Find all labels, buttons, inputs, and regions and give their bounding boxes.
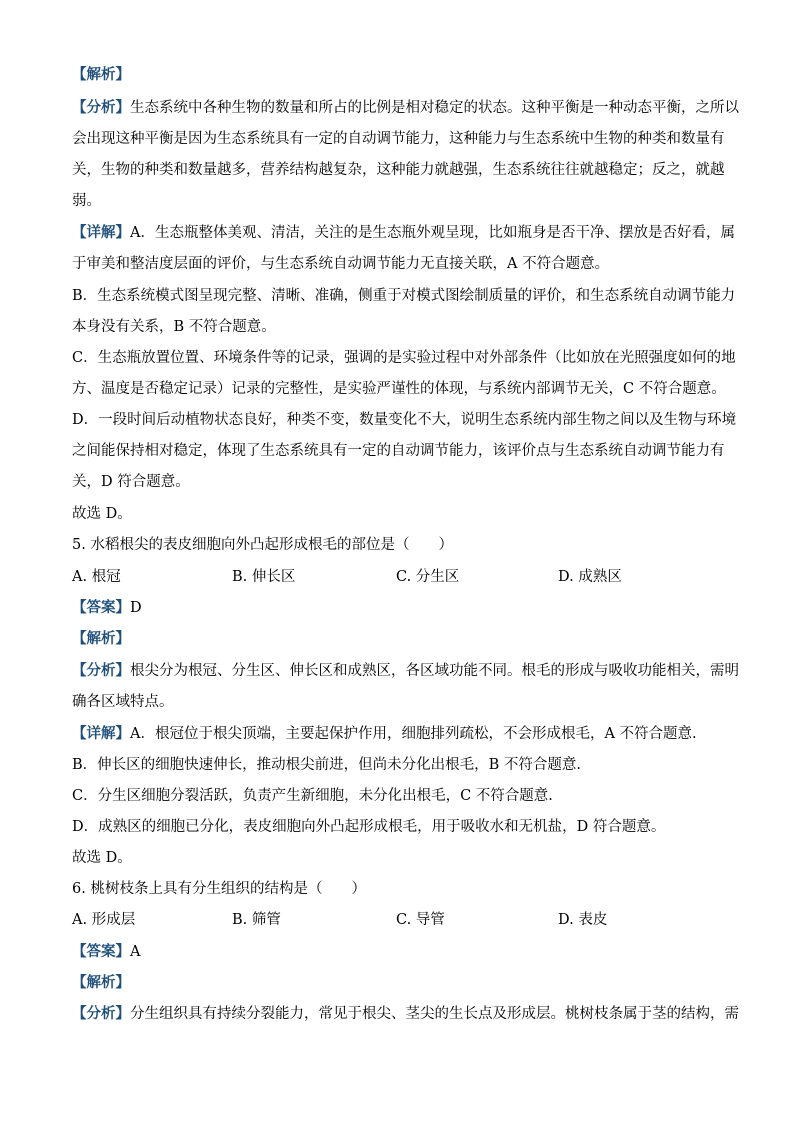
q5-daan-line (72, 598, 722, 618)
q5-option-c: C. 分生区 (396, 569, 460, 585)
q4-fenxi-line-2: 会出现这种平衡是因为生态系统具有一定的自动调节能力，这种能力与生态系统中生物的种类和数量有 (72, 131, 725, 147)
q4-xiangjie-b-line-1: B．生态系统模式图呈现完整、清晰、准确，侧重于对模式图绘制质量的评价，和生态系统自动调节能力 (72, 288, 736, 304)
q4-xiangjie-a-line-2: 于审美和整洁度层面的评价，与生态系统自动调节能力无直接关联，A 不符合题意。 (72, 256, 610, 272)
xiangjie-label: 【详解】 (72, 224, 130, 241)
q5-answer-value: D (130, 600, 142, 616)
q4-xiangjie-d-line-1: D．一段时间后动植物状态良好，种类不变，数量变化不大，说明生态系统内部生物之间以及生物与环境 (72, 412, 737, 428)
q4-xiangjie-c-line-1: C．生态瓶放置位置、环境条件等的记录，强调的是实验过程中对外部条件（比如放在光照强度如何的地 (72, 350, 736, 366)
q6-daan-line (72, 942, 722, 962)
q5-fenxi-line-1: 【分析】根尖分为根冠、分生区、伸长区和成熟区，各区域功能不同。根毛的形成与吸收功能相关，需明 (72, 662, 739, 679)
q4-fenxi-line-4: 弱。 (72, 193, 101, 209)
q5-xiangjie-d: D．成熟区的细胞已分化，表皮细胞向外凸起形成根毛，用于吸收水和无机盐，D 符合题意。 (72, 819, 666, 835)
q6-answer-value: A (130, 944, 141, 960)
daan-label: 【答案】 (72, 943, 130, 960)
q4-xiangjie-a-line-1: 【详解】A．生态瓶整体美观、清洁，关注的是生态瓶外观呈现，比如瓶身是否干净、摆放是否好看，属 (72, 224, 735, 241)
q4-xiangjie-d-line-3: 关，D 符合题意。 (72, 474, 190, 490)
q6-option-d: D. 表皮 (558, 912, 608, 928)
fenxi-label: 【分析】 (72, 1005, 130, 1022)
q4-xiangjie-b-line-2: 本身没有关系，B 不符合题意。 (72, 319, 276, 335)
q6-jiexi-heading: 【解析】 (72, 974, 130, 991)
q5-answer-line: 故选 D。 (72, 850, 132, 866)
daan-label: 【答案】 (72, 599, 130, 616)
q5-jiexi-heading: 【解析】 (72, 630, 130, 647)
q5-xiangjie-c: C．分生区细胞分裂活跃，负责产生新细胞，未分化出根毛，C 不符合题意. (72, 788, 553, 804)
q5-option-d: D. 成熟区 (558, 569, 622, 585)
q5-option-b: B. 伸长区 (232, 569, 296, 585)
q4-fenxi-line-3: 关，生物的种类和数量越多，营养结构越复杂，这种能力就越强，生态系统往往就越稳定；反之，就越 (72, 162, 725, 178)
q4-xiangjie-c-line-2: 方、温度是否稳定记录）记录的完整性，是实验严谨性的体现，与系统内部调节无关，C 不符合题意。 (72, 381, 726, 397)
q4-xiangjie-d-line-2: 之间能保持相对稳定，体现了生态系统具有一定的自动调节能力，该评价点与生态系统自动调节能力有 (72, 443, 725, 459)
q6-stem: 6. 桃树枝条上具有分生组织的结构是（ ） (72, 881, 366, 897)
xiangjie-label: 【详解】 (72, 725, 130, 742)
q4-jiexi-heading: 【解析】 (72, 66, 130, 83)
fenxi-label: 【分析】 (72, 99, 130, 116)
q4-fenxi-line-1: 【分析】生态系统中各种生物的数量和所占的比例是相对稳定的状态。这种平衡是一种动态平衡，之所以 (72, 99, 739, 116)
q5-fenxi-line-2: 确各区域特点。 (72, 694, 174, 710)
q5-stem: 5. 水稻根尖的表皮细胞向外凸起形成根毛的部位是（ ） (72, 537, 453, 553)
q5-xiangjie-a: 【详解】A．根冠位于根尖顶端，主要起保护作用，细胞排列疏松，不会形成根毛，A 不符合题意. (72, 725, 697, 742)
q6-fenxi-line-1: 【分析】分生组织具有持续分裂能力，常见于根尖、茎尖的生长点及形成层。桃树枝条属于茎的结构，需 (72, 1005, 739, 1022)
q6-option-a: A. 形成层 (72, 912, 136, 928)
q5-xiangjie-b: B．伸长区的细胞快速伸长，推动根尖前进，但尚未分化出根毛，B 不符合题意. (72, 757, 582, 773)
q6-option-b: B. 筛管 (232, 912, 281, 928)
q4-answer-line: 故选 D。 (72, 506, 132, 522)
q5-option-a: A. 根冠 (72, 569, 121, 585)
q6-option-c: C. 导管 (396, 912, 445, 928)
fenxi-label: 【分析】 (72, 662, 130, 679)
